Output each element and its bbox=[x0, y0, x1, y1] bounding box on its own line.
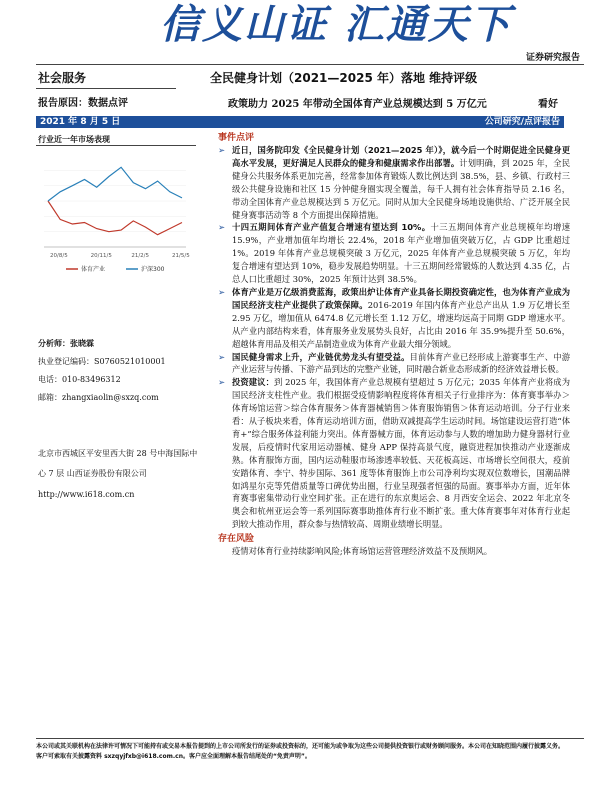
sector-divider bbox=[36, 88, 176, 89]
main-content bbox=[218, 132, 570, 558]
event-heading: 事件点评 bbox=[218, 133, 255, 143]
analyst-cert: 执业登记编码：S0760521010001 bbox=[38, 357, 166, 366]
event-item-text: 2016-2019 年国内体育产业总产出从 1.9 万亿增长至 2.95 万亿，增加值从 6474.8 亿元增长至 1.12 万亿，增速均远高于同期 GDP 增速水平。从产业内部结构来看，体育服务业发展势头良好，占比由 2016 年 35.9%提升至 50.6%，超越体育用品及相关产品制造业成为体育产业最大细分领域。 bbox=[232, 299, 570, 349]
report-date: 2021 年 8 月 5 日 bbox=[40, 117, 121, 127]
analyst-email-row bbox=[38, 392, 159, 403]
event-item-lead: 十四五期间体育产业产值复合增速有望达到 10%。 bbox=[232, 222, 431, 233]
event-item-text: 目前体育产业已经形成上游赛事生产、中游产业运营与传播、下游产品到达的完整产业链，同时融合新业态形成新的经济效益增长极。 bbox=[232, 351, 570, 375]
x-tick-label: 20/8/5 bbox=[50, 253, 68, 259]
chart-divider bbox=[36, 145, 196, 146]
event-item-lead: 投资建议： bbox=[232, 377, 274, 388]
event-item bbox=[218, 376, 570, 531]
x-tick-label: 21/5/5 bbox=[172, 253, 190, 259]
report-subtitle: 政策助力 2025 年带动全国体育产业总规模达到 5 万亿元 bbox=[228, 99, 487, 110]
event-item-text: 到 2025 年，我国体育产业总规模有望超过 5 万亿元；2035 年体育产业将成为国民经济支柱性产业。我们根据受疫情影响程度将体育相关子行业排序为：体育赛事举办＞体育场馆运营＞综合体育服务＞体育器械销售＞体育服饰销售＞体育运动培训。分子行业来看：从子板块来看，体育运动培训方面，借助双减提高学生运动时间。场馆建设运营打造“体育+”综合服务体益利能力突出。体育器械方面，体育运动参与人数的增加助力健身器材行业发展，后疫情时代家用运动器械、健身 APP 保持高景气度，融资进程加快推动产业逐渐成熟。体育服饰方面，国内运动鞋服市场渗透率较低、天花板高远、市场增长空间很大，疫前安踏体育、李宁、特步国际、361 度等体育服饰上市公司净利均实现双位数增长，国潮品牌如鸿星尔克等凭借质量等口碑优势出圈，行业呈现强者恒强的局面。赛事举办方面，近年体育赛事密集带动行业空间扩张。正在进行的东京奥运会、8 月西安全运会、2022 年北京冬奥会和杭州亚运会等一系列国际赛事助推体育行业不断扩张。重大体育赛事年对体育行业起到较大推动作用，群众参与热情较高、周期业绩增长明显。 bbox=[232, 377, 570, 530]
analyst-email[interactable]: zhangxiaolin@sxzq.com bbox=[62, 393, 159, 402]
event-item bbox=[218, 286, 570, 351]
report-type: 证券研究报告 bbox=[525, 53, 580, 63]
header-divider bbox=[36, 64, 584, 65]
bullet-icon: ➢ bbox=[218, 286, 225, 297]
event-item-text: 计划明确，到 2025 年，全民健身公共服务体系更加完善，经常参加体育锻炼人数比例达到 38.5%，县、乡镇、行政村三级公共健身设施和社区 15 分钟健身圈实现全覆盖，每千人拥有社会体育指导员 2.16 名，带动全国体育产业总规模达到 5 万亿元。同时从加大全民健身场地设施供给、广泛开展全民健身赛事活动等 8 个方面提出保障措施。 bbox=[232, 157, 570, 220]
rating-label: 看好 bbox=[538, 99, 558, 110]
report-reason: 报告原因：数据点评 bbox=[38, 98, 128, 109]
event-item-lead: 体育产业是万亿级消费蓝海，政策出炉让体育产业具备长期投资确定性，也为体育产业成为国民经济支柱产业提供了政策保障。 bbox=[232, 286, 570, 310]
series-line-1 bbox=[48, 167, 182, 201]
report-category: 公司研究/点评报告 bbox=[484, 117, 560, 127]
logo-text: 信义山证 汇通天下 bbox=[160, 2, 512, 48]
email-label: 邮箱： bbox=[38, 393, 62, 402]
x-tick-label: 21/2/5 bbox=[131, 253, 150, 259]
bullet-icon: ➢ bbox=[218, 222, 225, 233]
chart-title: 行业近一年市场表现 bbox=[38, 135, 110, 144]
legend-label: 沪深300 bbox=[141, 266, 165, 273]
legend-label: 体育产业 bbox=[81, 266, 106, 273]
bullet-icon: ➢ bbox=[218, 145, 225, 155]
analyst-name: 分析师：张晓霖 bbox=[38, 339, 94, 348]
event-item bbox=[218, 221, 570, 286]
event-item bbox=[218, 144, 570, 221]
event-item-lead: 国民健身需求上升，产业链优势龙头有望受益。 bbox=[232, 351, 410, 362]
footer-disclaimer: 本公司或其关联机构在法律许可情况下可能持有或交易本报告提到的上市公司所发行的证券或投资标的，还可能为或争取为这些公司提供投资银行或财务顾问服务。本公司在知晓范围内履行披露义务。客户可索取有关披露资料 sxzqyjfxb@i618.com.cn。客户应全面理解本报告结尾处的“免责声明”。 bbox=[36, 743, 565, 760]
risk-heading: 存在风险 bbox=[218, 534, 255, 545]
bullet-icon: ➢ bbox=[218, 377, 225, 388]
company-address: 北京市西城区平安里西大街 28 号中海国际中心 7 层 山西证券股份有限公司 bbox=[38, 449, 198, 478]
report-title: 全民健身计划（2021—2025 年）落地 维持评级 bbox=[210, 71, 478, 85]
brand-logo bbox=[160, 0, 512, 50]
x-tick-label: 20/11/5 bbox=[90, 253, 112, 259]
analyst-phone: 电话：010-83496312 bbox=[38, 375, 121, 384]
company-website[interactable]: http://www.i618.com.cn bbox=[38, 490, 135, 499]
event-item-lead: 近日，国务院印发《全民健身计划（2021—2025 年）》，就今后一个时期促进全民健身更高水平发展，更好满足人民群众的健身和健康需求作出部署。 bbox=[232, 145, 570, 168]
footer-divider bbox=[36, 738, 584, 739]
event-item bbox=[218, 351, 570, 377]
sector-name: 社会服务 bbox=[38, 71, 87, 85]
risk-text: 疫情对体育行业持续影响风险;体育场馆运营管理经济效益不及预期风。 bbox=[232, 546, 493, 557]
date-bar bbox=[36, 116, 564, 128]
series-line-0 bbox=[48, 201, 182, 235]
bullet-icon: ➢ bbox=[218, 351, 225, 362]
event-item-text: 十三五期间体育产业总规模年均增速 15.9%，产业增加值年均增长 22.4%，2018 年产业增加值突破万亿，占 GDP 比重超过 1%。2019 年体育产业总规模突破 3 万亿元，2025 年体育产业总规模突破 5 万亿，年均复合增速有望达到 10%，稳步发展趋势明显。十三五期间经常锻炼的人数达到 4.35 亿，占总人口比重超过 30%，2025 年预计达到 38.5%。 bbox=[232, 222, 570, 285]
market-performance-chart bbox=[36, 147, 191, 287]
